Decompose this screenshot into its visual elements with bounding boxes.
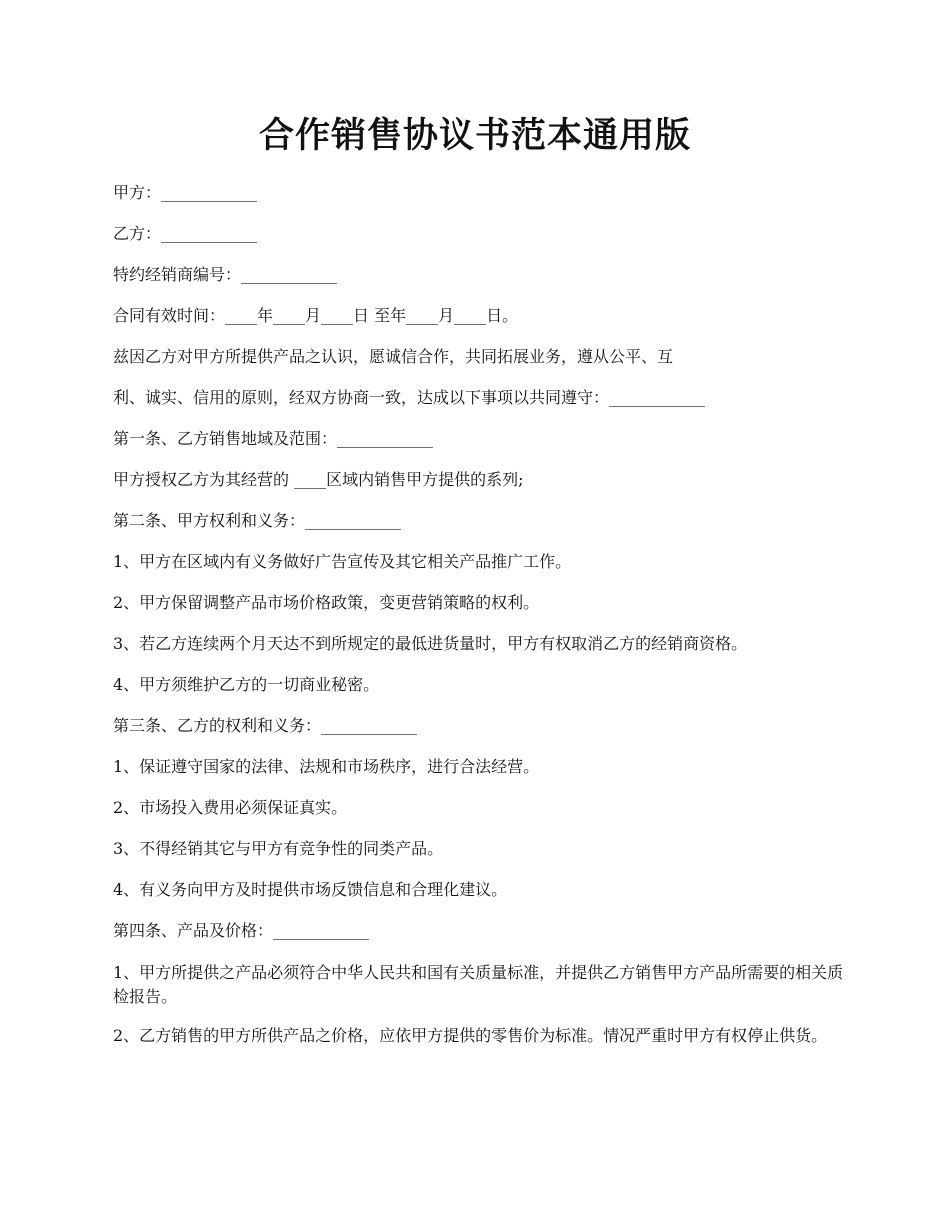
- article-1-text: 甲方授权乙方为其经营的 ____区域内销售甲方提供的系列;: [113, 470, 524, 489]
- party-a-line: 甲方：____________: [113, 183, 258, 202]
- article-2-item-1: 1、甲方在区域内有义务做好广告宣传及其它相关产品推广工作。: [113, 552, 572, 571]
- article-3-heading: 第三条、乙方的权利和义务：____________: [113, 716, 418, 735]
- article-2-item-3: 3、若乙方连续两个月天达不到所规定的最低进货量时，甲方有权取消乙方的经销商资格。: [113, 634, 748, 653]
- article-2-item-2: 2、甲方保留调整产品市场价格政策，变更营销策略的权利。: [113, 593, 540, 612]
- article-4-item-2: 2、乙方销售的甲方所供产品之价格，应依甲方提供的零售价为标准。情况严重时甲方有权停止供货。: [113, 1026, 828, 1045]
- article-4-item-1: 1、甲方所提供之产品必须符合中华人民共和国有关质量标准，并提供乙方销售甲方产品所需要的相关质检报告。: [113, 963, 844, 1006]
- preamble-line-2: 利、诚实、信用的原则，经双方协商一致，达成以下事项以共同遵守：____________: [113, 388, 706, 407]
- article-3-item-4: 4、有义务向甲方及时提供市场反馈信息和合理化建议。: [113, 880, 508, 899]
- contract-period-line: 合同有效时间：____年____月____日 至年____月____日。: [113, 306, 519, 325]
- article-2-heading: 第二条、甲方权利和义务：____________: [113, 511, 402, 530]
- article-4-heading: 第四条、产品及价格：____________: [113, 921, 370, 940]
- article-3-item-3: 3、不得经销其它与甲方有竞争性的同类产品。: [113, 839, 444, 858]
- party-b-line: 乙方：____________: [113, 224, 258, 243]
- article-1-heading: 第一条、乙方销售地域及范围：____________: [113, 429, 434, 448]
- dealer-number-line: 特约经销商编号：____________: [113, 265, 338, 284]
- preamble-line-1: 兹因乙方对甲方所提供产品之认识，愿诚信合作，共同拓展业务，遵从公平、互: [113, 347, 674, 366]
- document-title: 合作销售协议书范本通用版: [258, 115, 691, 156]
- article-2-item-4: 4、甲方须维护乙方的一切商业秘密。: [113, 675, 380, 694]
- article-3-item-2: 2、市场投入费用必须保证真实。: [113, 798, 348, 817]
- article-3-item-1: 1、保证遵守国家的法律、法规和市场秩序，进行合法经营。: [113, 757, 540, 776]
